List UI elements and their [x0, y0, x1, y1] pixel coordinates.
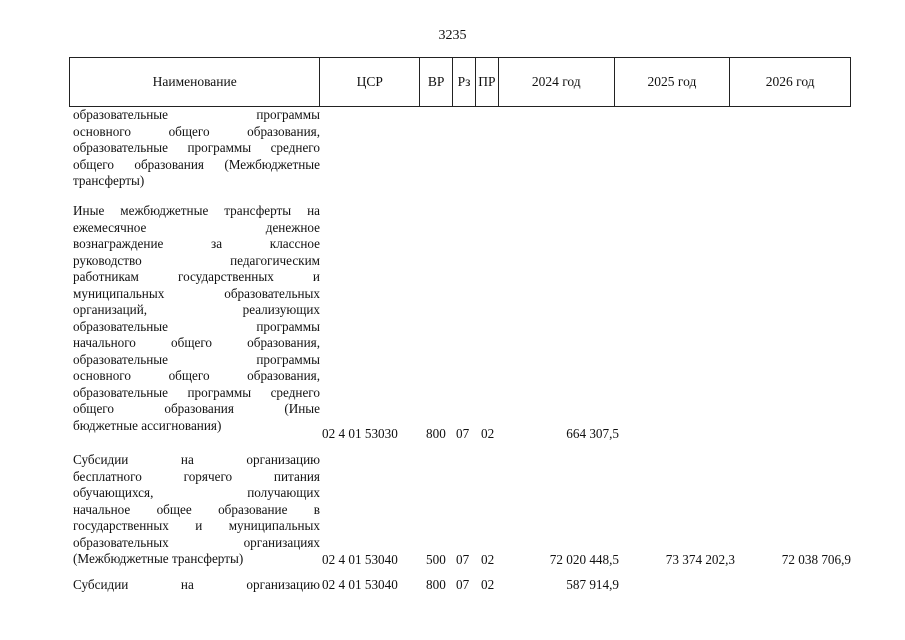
header-2024: 2024 год: [499, 58, 615, 106]
row-2-2025: 73 374 202,3: [665, 552, 735, 567]
row-2-2024: 72 020 448,5: [549, 552, 619, 567]
table-header: [69, 57, 851, 107]
header-vr: ВР: [420, 58, 453, 106]
row-1-2024: 664 307,5: [566, 426, 619, 441]
row-1-csr: 02 4 01 53030: [322, 426, 398, 441]
row-3-description: Субсидии на организацию: [73, 577, 320, 592]
header-2026: 2026 год: [765, 74, 815, 89]
row-3-pr: 02: [481, 577, 495, 592]
row-1-rz: 07: [456, 426, 470, 441]
row-2-csr: 02 4 01 53040: [322, 552, 398, 567]
header-2025: 2025 год: [615, 58, 731, 106]
row-3-rz: 07: [456, 577, 470, 592]
header-csr: ЦСР: [320, 58, 420, 106]
row-0-description: образовательные программы основного общего образования, образовательные программы среднего общего образования (Межбюджетные трансферты): [73, 107, 320, 188]
row-2-2026: 72 038 706,9: [781, 552, 851, 567]
header-rz: Рз: [453, 58, 476, 106]
row-2-pr: 02: [481, 552, 495, 567]
row-1-vr: 800: [426, 426, 446, 441]
row-1-description: Иные межбюджетные трансферты на ежемесячное денежное вознаграждение за классное руководство педагогическим работникам государственных и муниципальных образовательных организаций, реализующих образовательные программы начального общего образования, образовательные программы основного общего образования, образовательные программы среднего общего образования (Иные бюджетные ассигнования): [73, 203, 320, 433]
header-pr: ПР: [476, 58, 499, 106]
row-3-csr: 02 4 01 53040: [322, 577, 398, 592]
row-3-2024: 587 914,9: [566, 577, 619, 592]
page-number: 3235: [438, 28, 467, 43]
row-2-description: Субсидии на организацию бесплатного горячего питания обучающихся, получающих начальное общее образование в государственных и муниципальных образовательных организациях (Межбюджетные трансферты): [73, 452, 320, 566]
row-2-rz: 07: [456, 552, 470, 567]
row-3-vr: 800: [426, 577, 446, 592]
row-1-pr: 02: [481, 426, 495, 441]
row-2-vr: 500: [426, 552, 446, 567]
header-name: Наименование: [70, 58, 320, 106]
